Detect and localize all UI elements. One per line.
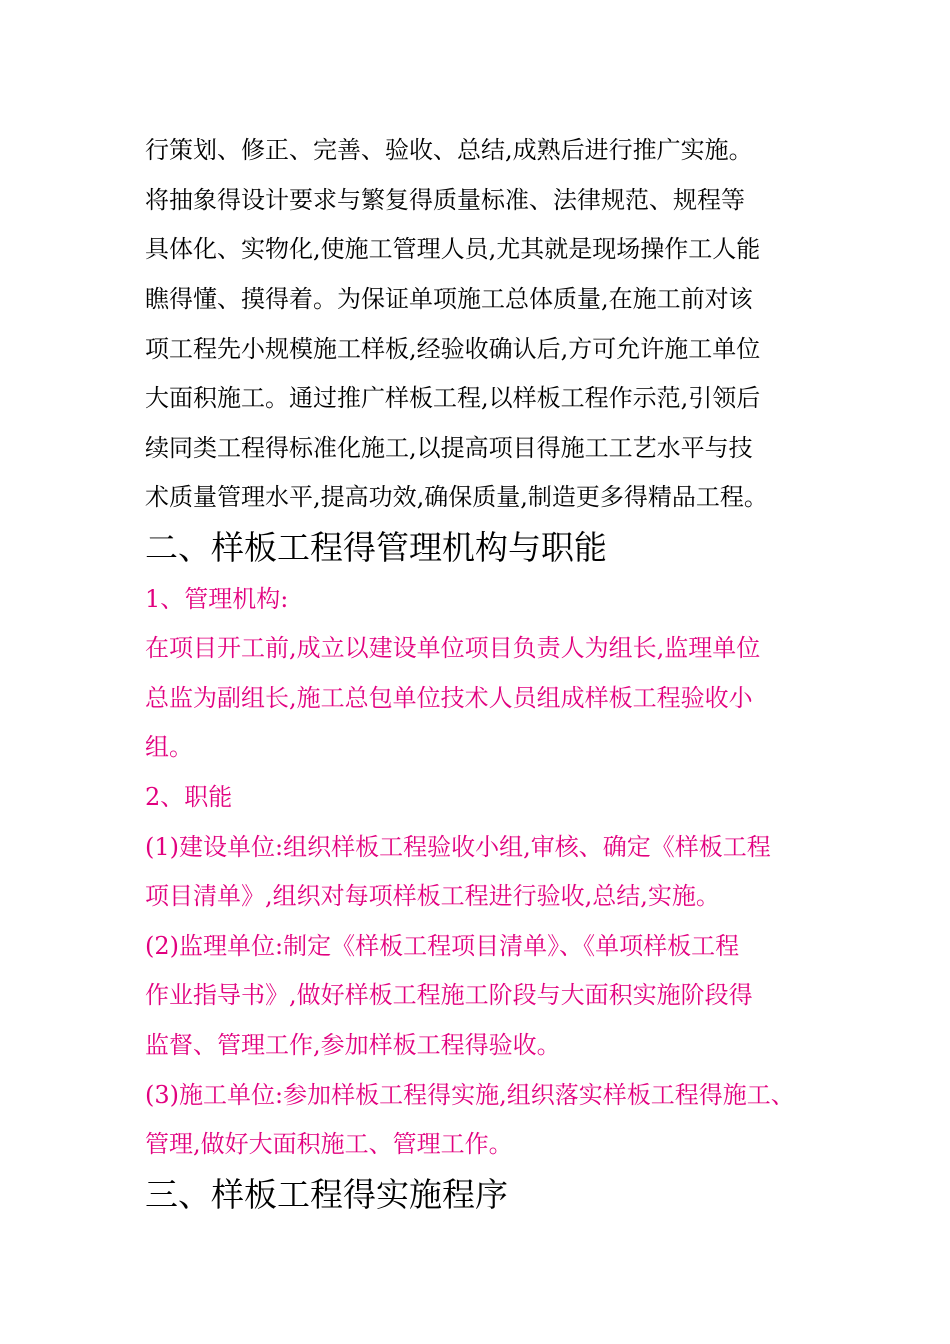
body-text-line: 将抽象得设计要求与繁复得质量标准、法律规范、规程等 — [145, 186, 745, 214]
body-text-line: 项工程先小规模施工样板,经验收确认后,方可允许施工单位 — [145, 335, 761, 363]
section-heading: 三、样板工程得实施程序 — [145, 1175, 508, 1214]
subsection-title: 1、管理机构: — [145, 585, 289, 613]
highlight-text-line: 项目清单》,组织对每项样板工程进行验收,总结,实施。 — [145, 882, 720, 910]
highlight-text-line: (1)建设单位:组织样板工程验收小组,审核、确定《样板工程 — [145, 833, 771, 861]
body-text-line: 行策划、修正、完善、验收、总结,成熟后进行推广实施。 — [145, 136, 753, 164]
highlight-text-line: (3)施工单位:参加样板工程得实施,组织落实样板工程得施工、 — [145, 1081, 795, 1109]
subsection-title: 2、职能 — [145, 783, 233, 811]
body-text-line: 续同类工程得标准化施工,以提高项目得施工工艺水平与技 — [145, 434, 753, 462]
highlight-text-line: (2)监理单位:制定《样板工程项目清单》、《单项样板工程 — [145, 932, 740, 960]
highlight-text-line: 组。 — [145, 733, 193, 761]
highlight-text-line: 管理,做好大面积施工、管理工作。 — [145, 1130, 513, 1158]
highlight-text-line: 作业指导书》,做好样板工程施工阶段与大面积实施阶段得 — [145, 981, 753, 1009]
body-text-line: 术质量管理水平,提高功效,确保质量,制造更多得精品工程。 — [145, 483, 768, 511]
body-text-line: 瞧得懂、摸得着。为保证单项施工总体质量,在施工前对该 — [145, 285, 753, 313]
body-text-line: 大面积施工。通过推广样板工程,以样板工程作示范,引领后 — [145, 384, 761, 412]
highlight-text-line: 总监为副组长,施工总包单位技术人员组成样板工程验收小 — [145, 684, 753, 712]
section-heading: 二、样板工程得管理机构与职能 — [145, 528, 607, 567]
highlight-text-line: 监督、管理工作,参加样板工程得验收。 — [145, 1031, 561, 1059]
body-text-line: 具体化、实物化,使施工管理人员,尤其就是现场操作工人能 — [145, 235, 761, 263]
highlight-text-line: 在项目开工前,成立以建设单位项目负责人为组长,监理单位 — [145, 634, 761, 662]
